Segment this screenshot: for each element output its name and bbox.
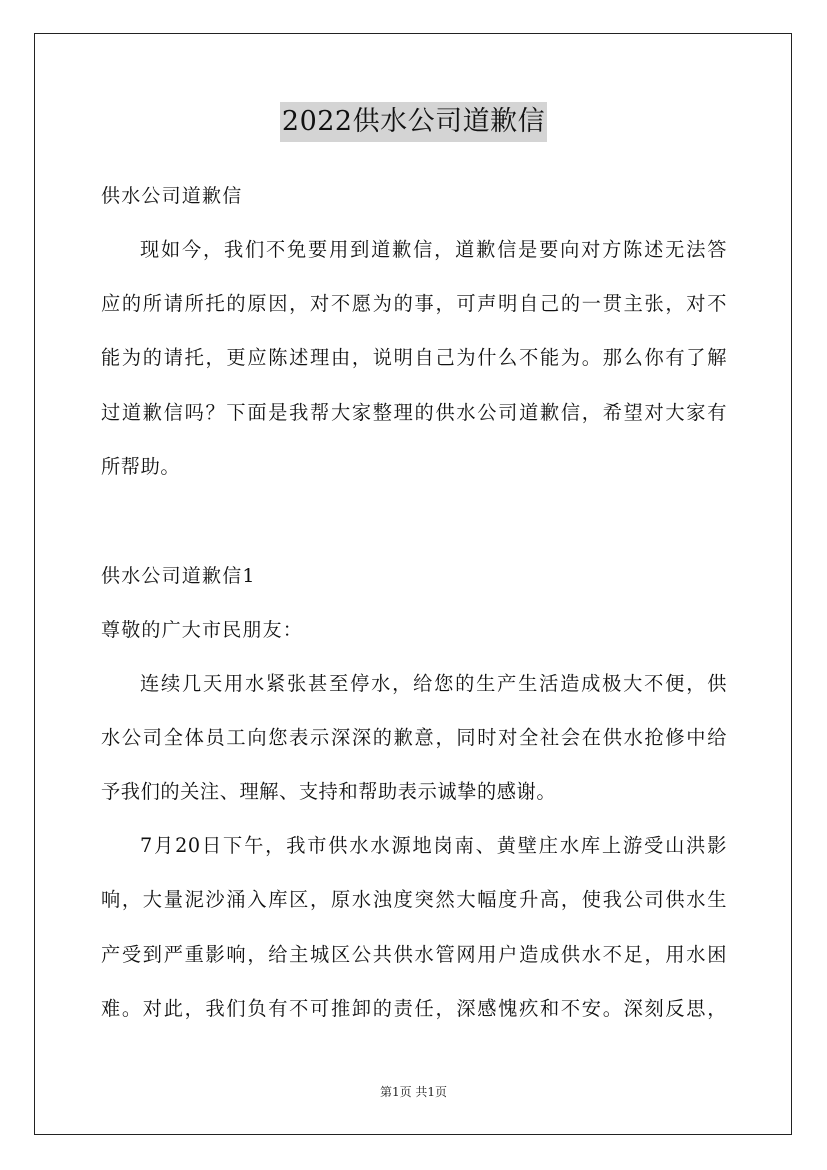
paragraph2-line: 响，大量泥沙涌入库区，原水浊度突然大幅度升高，使我公司供水生 <box>101 888 727 911</box>
title-container <box>0 102 827 142</box>
intro-line: 现如今，我们不免要用到道歉信，道歉信是要向对方陈述无法答 <box>140 238 727 261</box>
paragraph2-line: 7月20日下午，我市供水水源地岗南、黄壁庄水库上游受山洪影 <box>140 834 727 857</box>
section-heading: 供水公司道歉信1 <box>101 565 256 587</box>
intro-line: 过道歉信吗？下面是我帮大家整理的供水公司道歉信，希望对大家有 <box>101 401 727 424</box>
intro-line: 应的所请所托的原因，对不愿为的事，可声明自己的一贯主张，对不 <box>101 292 727 315</box>
intro-line: 能为的请托，更应陈述理由，说明自己为什么不能为。那么你有了解 <box>101 346 727 369</box>
document-title: 2022供水公司道歉信 <box>280 102 547 142</box>
page-number: 第1页 共1页 <box>379 1085 448 1099</box>
subtitle: 供水公司道歉信 <box>101 185 243 207</box>
intro-line: 所帮助。 <box>101 455 181 478</box>
salutation: 尊敬的广大市民朋友： <box>101 619 304 641</box>
paragraph1-line: 予我们的关注、理解、支持和帮助表示诚挚的感谢。 <box>101 780 557 803</box>
paragraph1-line: 水公司全体员工向您表示深深的歉意，同时对全社会在供水抢修中给 <box>101 726 727 749</box>
paragraph2-line: 产受到严重影响，给主城区公共供水管网用户造成供水不足，用水困 <box>101 943 727 966</box>
paragraph1-line: 连续几天用水紧张甚至停水，给您的生产生活造成极大不便，供 <box>140 672 727 695</box>
paragraph2-line: 难。对此，我们负有不可推卸的责任，深感愧疚和不安。深刻反思， <box>101 997 727 1020</box>
